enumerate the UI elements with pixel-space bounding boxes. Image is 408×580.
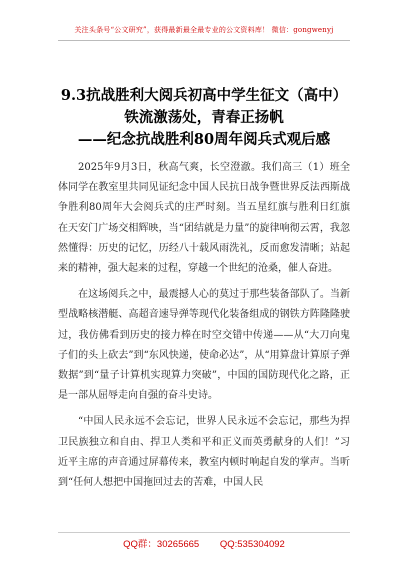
footer-contacts bbox=[0, 536, 408, 550]
document-title: 9.3抗战胜利大阅兵初高中学生征文（高中） bbox=[60, 87, 348, 104]
body-paragraph-3: “中国人民永远不会忘记，世界人民永远不会忘记，那些为捍卫民族独立和自由、捍卫人类和平和正义而英勇献身的人们！”习近平主席的声音通过屏幕传来，教室内顿时响起自发的掌声。当听到“任何人想把中国拖回过去的苦难，中国人民 bbox=[58, 416, 350, 489]
footer-qq-contact: QQ:535304092 bbox=[219, 539, 285, 550]
document-subtitle-secondary: ——纪念抗战胜利80周年阅兵式观后感 bbox=[77, 131, 331, 148]
footer-qq-group: QQ群：30265665 bbox=[123, 539, 200, 550]
footer-divider bbox=[58, 532, 350, 533]
body-paragraph-2: 在这场阅兵之中，最震撼人心的莫过于那些装备部队了。当新型战略核潜艇、高超音速导弹等现代化装备组成的钢铁方阵隆隆驶过，我仿佛看到历史的接力棒在时空交错中传递——从“大刀向鬼子们的头上砍去”到“东风快递，使命必达”，从“用算盘计算原子弹数据”到“量子计算机实现算力突破”，中国的国防现代化之路，正是一部从屈辱走向自强的奋斗史诗。 bbox=[58, 289, 350, 402]
document-body bbox=[58, 158, 350, 493]
header-divider bbox=[58, 40, 350, 41]
body-paragraph-1: 2025年9月3日，秋高气爽，长空澄澈。我们高三（1）班全体同学在教室里共同见证纪念中国人民抗日战争暨世界反法西斯战争胜利80周年大会阅兵式的庄严时刻。当五星红旗与胜利日红旗在天安门广场交相辉映，当“团结就是力量”的旋律响彻云霄，我忽然懂得：历史的记忆，历经八十载风雨洗礼，反而愈发清晰；站起来的精神，强大起来的过程，穿越一个世纪的沧桑，催人奋进。 bbox=[58, 162, 350, 275]
header-promo-note: 关注头条号“公文研究”，获得最新最全最专业的公文资料库！ 微信：gongwenyj bbox=[74, 26, 334, 34]
document-subtitle: 铁流激荡处，青春正扬帆 bbox=[124, 109, 284, 126]
